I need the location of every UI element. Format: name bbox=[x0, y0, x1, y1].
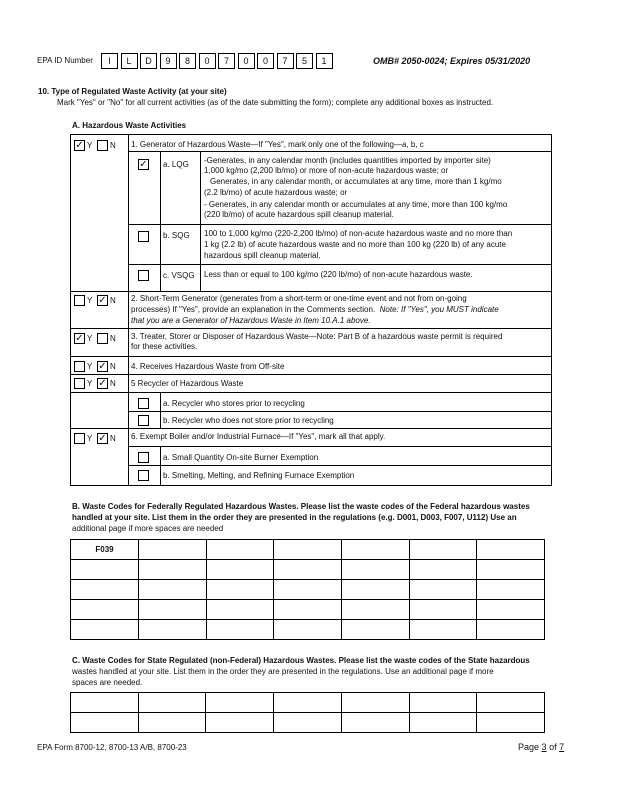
section-c-line-2: wastes handled at your site. List them in the order they are presented in the regulations. Use an additional page if more bbox=[72, 667, 494, 676]
yes-label: Y bbox=[87, 141, 93, 150]
row6-text: 6. Exempt Boiler and/or Industrial Furnace—If "Yes", mark all that apply. bbox=[131, 432, 386, 441]
epa-id-char[interactable]: 0 bbox=[238, 53, 255, 69]
waste-code-cell[interactable] bbox=[409, 540, 477, 560]
waste-code-cell[interactable] bbox=[274, 560, 342, 580]
waste-code-cell[interactable] bbox=[274, 713, 342, 733]
waste-code-cell[interactable] bbox=[206, 540, 274, 560]
row2-yes-checkbox[interactable] bbox=[74, 295, 85, 306]
row5a-checkbox[interactable] bbox=[138, 398, 149, 409]
waste-code-cell[interactable] bbox=[206, 600, 274, 620]
waste-code-cell[interactable] bbox=[138, 540, 206, 560]
lqg-checkbox[interactable]: ✓ bbox=[139, 159, 148, 170]
table-row bbox=[71, 540, 545, 560]
waste-code-cell[interactable] bbox=[341, 560, 409, 580]
lqg-line: (2.2 lb/mo) of acute hazardous waste; or bbox=[204, 188, 348, 197]
row6b-checkbox[interactable] bbox=[138, 470, 149, 481]
row1-no-checkbox[interactable] bbox=[97, 140, 108, 151]
page-label: Page bbox=[518, 742, 540, 752]
row3-no-checkbox[interactable] bbox=[97, 333, 108, 344]
waste-code-cell[interactable] bbox=[138, 693, 206, 713]
waste-code-cell[interactable] bbox=[274, 620, 342, 640]
section-b-title: B. Waste Codes for Federally Regulated Hazardous Wastes. Please list the waste codes of the Federal hazardous wastes bbox=[72, 502, 530, 511]
row3-text: for these activities. bbox=[131, 342, 198, 351]
row6a-text: a. Small Quantity On-site Burner Exemption bbox=[163, 453, 319, 462]
waste-code-cell[interactable] bbox=[341, 620, 409, 640]
waste-code-cell[interactable] bbox=[341, 540, 409, 560]
waste-code-cell[interactable] bbox=[409, 560, 477, 580]
waste-code-cell[interactable] bbox=[71, 580, 139, 600]
yes-label: Y bbox=[87, 379, 93, 388]
form-number: EPA Form 8700-12, 8700-13 A/B, 8700-23 bbox=[37, 743, 187, 752]
row6b-text: b. Smelting, Melting, and Refining Furnace Exemption bbox=[163, 471, 355, 480]
waste-code-cell[interactable] bbox=[206, 693, 274, 713]
sqg-line: hazardous spill cleanup material. bbox=[204, 251, 321, 260]
epa-id-char[interactable]: 9 bbox=[160, 53, 177, 69]
row2-text: 2. Short-Term Generator (generates from a short-term or one-time event and not from on-going bbox=[131, 294, 467, 303]
sqg-line: 1 kg (2.2 lb) of acute hazardous waste and no more than 100 kg (220 lb) of any acute bbox=[204, 240, 506, 249]
epa-id-char[interactable]: 7 bbox=[218, 53, 235, 69]
yes-label: Y bbox=[87, 296, 93, 305]
row5b-checkbox[interactable] bbox=[138, 415, 149, 426]
waste-code-cell[interactable] bbox=[341, 600, 409, 620]
waste-code-cell[interactable] bbox=[409, 580, 477, 600]
no-label: N bbox=[110, 434, 116, 443]
row3-yes-checkbox[interactable]: ✓ bbox=[75, 333, 84, 344]
waste-code-cell[interactable] bbox=[274, 693, 342, 713]
waste-code-cell[interactable] bbox=[409, 713, 477, 733]
vsqg-checkbox[interactable] bbox=[138, 270, 149, 281]
waste-code-cell[interactable] bbox=[206, 560, 274, 580]
section-b-line bbox=[72, 513, 517, 523]
omb-number: OMB# 2050-0024; Expires 05/31/2020 bbox=[373, 56, 531, 66]
vsqg-line: Less than or equal to 100 kg/mo (220 lb/mo) of non-acute hazardous waste. bbox=[204, 270, 473, 279]
epa-id-char[interactable]: D bbox=[140, 53, 157, 69]
row6-no-checkbox[interactable]: ✓ bbox=[98, 433, 107, 444]
lqg-line: (220 lb/mo) of acute hazardous spill cleanup material. bbox=[204, 210, 394, 219]
epa-id-char[interactable]: 8 bbox=[179, 53, 196, 69]
no-label: N bbox=[110, 379, 116, 388]
table-row bbox=[71, 713, 545, 733]
row4-text: 4. Receives Hazardous Waste from Off-site bbox=[131, 362, 285, 371]
waste-code-cell[interactable] bbox=[274, 600, 342, 620]
row3-text: 3. Treater, Storer or Disposer of Hazardous Waste—Note: Part B of a hazardous waste permit is required bbox=[131, 332, 503, 341]
no-label: N bbox=[110, 296, 116, 305]
row2-text bbox=[131, 305, 499, 315]
waste-code-cell[interactable] bbox=[138, 600, 206, 620]
section-c-title: C. Waste Codes for State Regulated (non-Federal) Hazardous Wastes. Please list the waste codes of the State hazardous bbox=[72, 656, 530, 665]
row2-note-2: that you are a Generator of Hazardous Waste in Item 10.A.1 above. bbox=[131, 316, 371, 325]
lqg-line: Generates, in any calendar month, or accumulates at any time, more than 1 kg/mo bbox=[210, 177, 502, 186]
table-row bbox=[71, 693, 545, 713]
row2-text-a: processes) If "Yes", provide an explanation in the Comments section. bbox=[131, 305, 376, 314]
waste-code-cell[interactable] bbox=[477, 540, 545, 560]
waste-code-cell[interactable] bbox=[477, 693, 545, 713]
waste-code-cell[interactable] bbox=[477, 600, 545, 620]
row4-yes-checkbox[interactable] bbox=[74, 361, 85, 372]
waste-code-cell[interactable] bbox=[71, 693, 139, 713]
section-b-line-3: additional page if more spaces are needed bbox=[72, 524, 224, 533]
waste-code-cell[interactable] bbox=[341, 693, 409, 713]
no-label: N bbox=[110, 362, 116, 371]
federal-waste-codes-table bbox=[70, 539, 545, 640]
vsqg-label: c. VSQG bbox=[163, 271, 195, 280]
row2-note: Note: If "Yes", you MUST indicate bbox=[379, 305, 499, 314]
epa-id-char[interactable]: 1 bbox=[316, 53, 333, 69]
row5-no-checkbox[interactable]: ✓ bbox=[98, 378, 107, 389]
row6-yes-checkbox[interactable] bbox=[74, 433, 85, 444]
row5a-text: a. Recycler who stores prior to recycling bbox=[163, 399, 305, 408]
sqg-label: b. SQG bbox=[163, 231, 190, 240]
waste-code-cell[interactable] bbox=[71, 620, 139, 640]
lqg-label: a. LQG bbox=[163, 160, 189, 169]
page-total: 7 bbox=[559, 742, 565, 752]
page-number: 3 bbox=[541, 742, 547, 752]
page-indicator bbox=[518, 742, 564, 752]
waste-code-cell[interactable] bbox=[477, 620, 545, 640]
row5-yes-checkbox[interactable] bbox=[74, 378, 85, 389]
waste-code-cell[interactable] bbox=[71, 713, 139, 733]
row4-no-checkbox[interactable]: ✓ bbox=[98, 361, 107, 372]
epa-id-char[interactable]: 0 bbox=[257, 53, 274, 69]
row1-yes-checkbox[interactable]: ✓ bbox=[75, 140, 84, 151]
epa-id-char[interactable]: L bbox=[121, 53, 138, 69]
waste-code-cell[interactable] bbox=[274, 540, 342, 560]
table-row bbox=[71, 580, 545, 600]
sqg-checkbox[interactable] bbox=[138, 231, 149, 242]
waste-code-cell[interactable] bbox=[138, 713, 206, 733]
epa-id-char[interactable]: 7 bbox=[277, 53, 294, 69]
waste-code-cell[interactable] bbox=[206, 713, 274, 733]
waste-code-cell[interactable] bbox=[477, 580, 545, 600]
waste-code-cell[interactable]: F039 bbox=[71, 540, 139, 560]
no-label: N bbox=[110, 141, 116, 150]
waste-code-cell[interactable] bbox=[341, 580, 409, 600]
row2-no-checkbox[interactable]: ✓ bbox=[98, 295, 107, 306]
waste-code-cell[interactable] bbox=[138, 560, 206, 580]
waste-code-cell[interactable] bbox=[477, 713, 545, 733]
row6a-checkbox[interactable] bbox=[138, 452, 149, 463]
state-waste-codes-table bbox=[70, 692, 545, 733]
section-10-instructions: Mark "Yes" or "No" for all current activities (as of the date submitting the form); complete any additional boxes as instructed. bbox=[57, 98, 494, 107]
epa-id-char[interactable]: 0 bbox=[199, 53, 216, 69]
epa-id-char[interactable]: 5 bbox=[296, 53, 313, 69]
yes-label: Y bbox=[87, 362, 93, 371]
epa-id-label: EPA ID Number bbox=[37, 56, 93, 65]
epa-id-char[interactable]: I bbox=[101, 53, 118, 69]
waste-code-cell[interactable] bbox=[409, 693, 477, 713]
waste-code-cell[interactable] bbox=[409, 600, 477, 620]
row5b-text: b. Recycler who does not store prior to recycling bbox=[163, 416, 334, 425]
section-b-line-2: handled at your site. List them in the order they are presented in the regulations (e.g. D001, D003, F007, U112) Use an bbox=[72, 513, 517, 522]
table-row bbox=[71, 600, 545, 620]
lqg-line: 1,000 kg/mo (2,200 lb/mo) or more of non-acute hazardous waste; or bbox=[204, 166, 449, 175]
no-label: N bbox=[110, 334, 116, 343]
lqg-line: -Generates, in any calendar month (includes quantities imported by importer site) bbox=[204, 156, 491, 165]
waste-code-cell[interactable] bbox=[477, 560, 545, 580]
waste-code-cell[interactable] bbox=[409, 620, 477, 640]
waste-code-cell[interactable] bbox=[71, 600, 139, 620]
waste-code-cell[interactable] bbox=[274, 580, 342, 600]
sqg-line: 100 to 1,000 kg/mo (220-2,200 lb/mo) of non-acute hazardous waste and no more than bbox=[204, 229, 513, 238]
of-label: of bbox=[549, 742, 557, 752]
table-row bbox=[71, 560, 545, 580]
waste-code-cell[interactable] bbox=[71, 560, 139, 580]
section-a-title: A. Hazardous Waste Activities bbox=[72, 121, 187, 130]
yes-label: Y bbox=[87, 334, 93, 343]
row1-text: 1. Generator of Hazardous Waste—If "Yes", mark only one of the following—a, b, c bbox=[131, 140, 424, 149]
section-10-title: 10. Type of Regulated Waste Activity (at your site) bbox=[38, 87, 227, 96]
yes-label: Y bbox=[87, 434, 93, 443]
section-c-line-3: spaces are needed. bbox=[72, 678, 143, 687]
waste-code-cell[interactable] bbox=[206, 620, 274, 640]
lqg-line: - Generates, in any calendar month or accumulates at any time, more than 100 kg/mo bbox=[204, 200, 508, 209]
waste-code-cell[interactable] bbox=[206, 580, 274, 600]
waste-code-cell[interactable] bbox=[341, 713, 409, 733]
table-row bbox=[71, 620, 545, 640]
waste-code-cell[interactable] bbox=[138, 620, 206, 640]
waste-code-cell[interactable] bbox=[138, 580, 206, 600]
row5-text: 5 Recycler of Hazardous Waste bbox=[131, 379, 244, 388]
